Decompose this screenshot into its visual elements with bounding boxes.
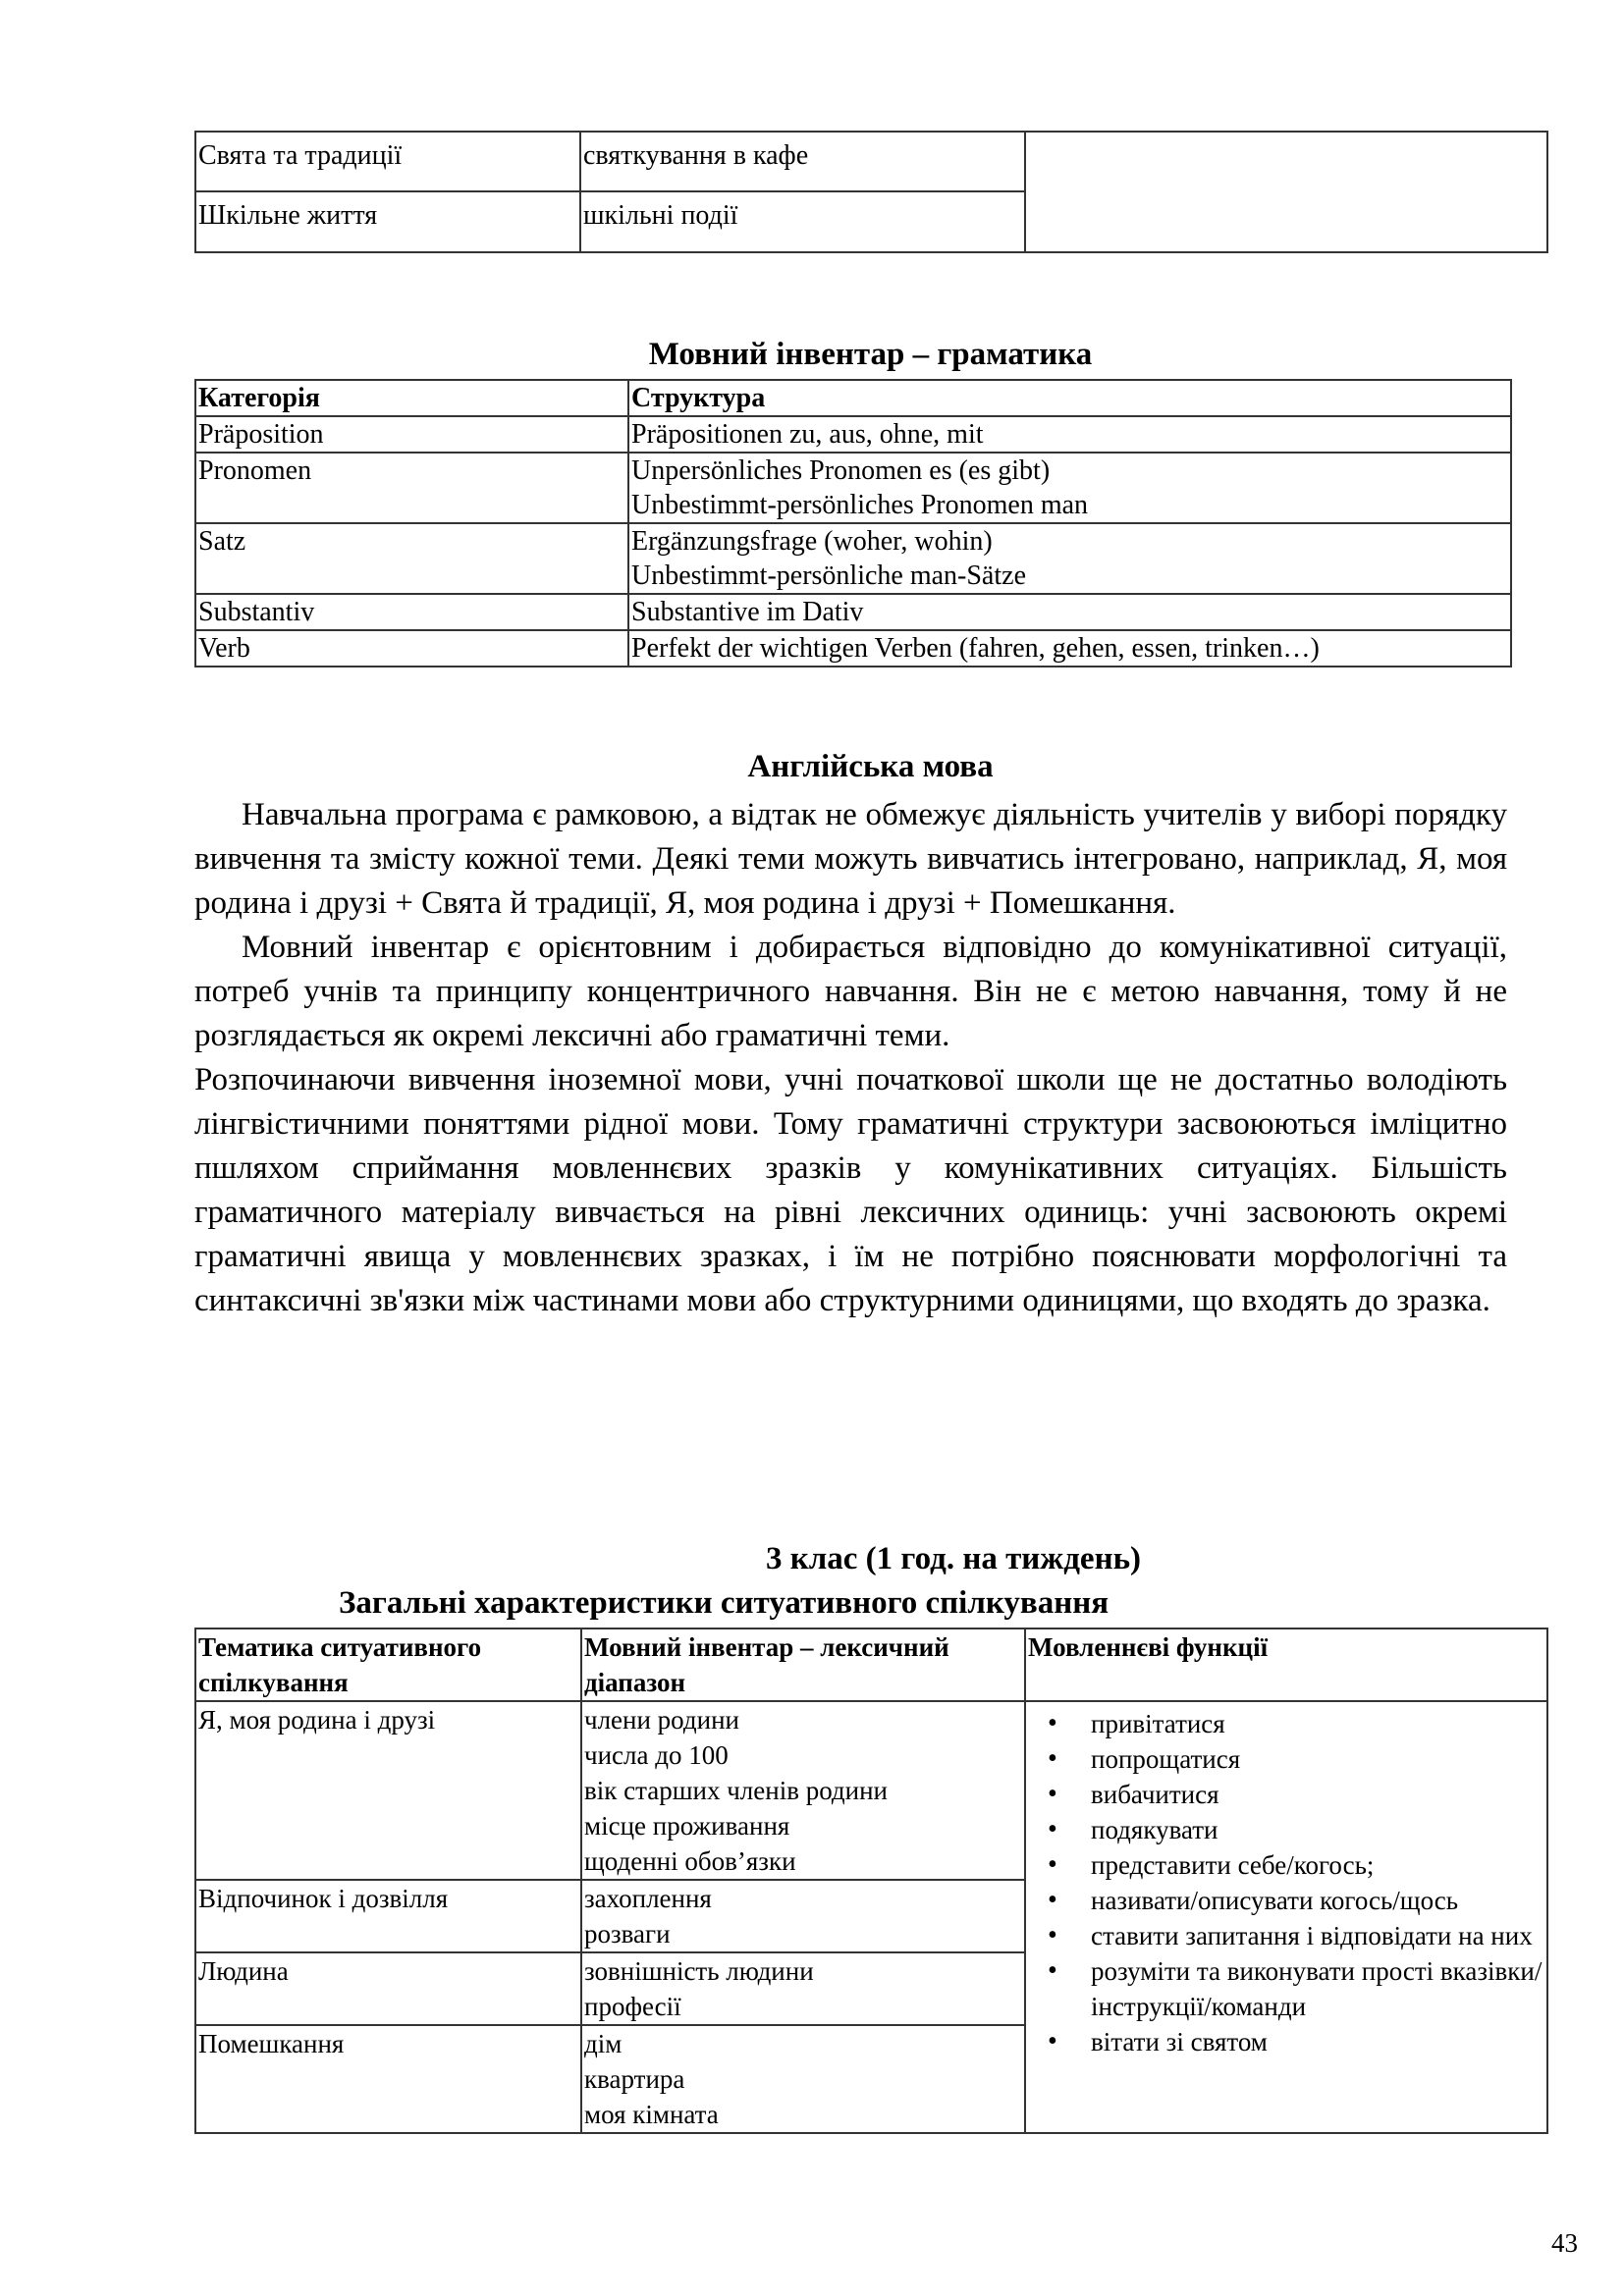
- english-heading: Англійська мова: [747, 749, 994, 784]
- table-header-row: [195, 1629, 1547, 1701]
- table-row: [195, 453, 1511, 523]
- topic-cell: Помешкання: [195, 2025, 581, 2133]
- structure-line: Unbestimmt-persönliches Pronomen man: [631, 490, 1089, 520]
- category-cell: Pronomen: [195, 453, 628, 523]
- list-item: • подякувати: [1028, 1812, 1544, 1847]
- structure-line: Substantive im Dativ: [631, 597, 864, 627]
- vocab-cell: [581, 2025, 1025, 2133]
- topic-cell: Людина: [195, 1952, 581, 2025]
- topic-cell: Я, моя родина і друзі: [195, 1701, 581, 1880]
- paragraph: Розпочинаючи вивчення іноземної мови, учні початкової школи ще не достатньо володіють лінгвістичними поняттями рідної мови. Тому граматичні структури засвоюються імліцитно пшляхом сприймання мовленнєвих зразків у комунікативних ситуаціях. Більшість граматичного матеріалу вивчається на рівні лексичних одиниць: учні засвоюють окремі граматичні явища у мовленнєвих зразках, і їм не потрібно пояснювати морфологічні та синтаксичні зв'язки між частинами мови або структурними одиницями, що входять до зразка.: [194, 1062, 1507, 1318]
- speech-functions-list: [1028, 1706, 1544, 2059]
- topic-cell: Відпочинок і дозвілля: [195, 1880, 581, 1952]
- structure-line: Unpersönliches Pronomen es (es gibt): [631, 455, 1051, 486]
- table-header-row: [195, 380, 1511, 416]
- list-item: • вітати зі святом: [1028, 2024, 1544, 2059]
- category-cell: Satz: [195, 523, 628, 594]
- structure-line: Perfekt der wichtigen Verben (fahren, gehen, essen, trinken…): [631, 633, 1320, 664]
- vocab-cell: [581, 1880, 1025, 1952]
- structure-cell: [628, 594, 1511, 630]
- category-cell: Verb: [195, 630, 628, 667]
- table-row: [195, 1701, 1547, 1880]
- vocab-item: професії: [584, 1992, 681, 2021]
- vocab-item: розваги: [584, 1919, 671, 1949]
- vocab-item: щоденні обов’язки: [584, 1846, 796, 1876]
- structure-line: Präpositionen zu, aus, ohne, mit: [631, 419, 984, 450]
- vocab-item: моя кімната: [584, 2100, 719, 2129]
- structure-line: Ergänzungsfrage (woher, wohin): [631, 526, 993, 557]
- vocab-cell: шкільні події: [580, 191, 1025, 252]
- grammar-table: [194, 379, 1512, 667]
- list-item: • розуміти та виконувати прості вказівки/інструкції/команди: [1028, 1953, 1544, 2024]
- english-body: [194, 793, 1507, 1323]
- grade-subheading: Загальні характеристики ситуативного спілкування: [339, 1585, 1110, 1621]
- list-item: • привітатися: [1028, 1706, 1544, 1741]
- column-header: Мовний інвентар – лексичний діапазон: [581, 1629, 1025, 1701]
- topic-cell: Свята та традиції: [195, 132, 580, 191]
- table-row: [195, 594, 1511, 630]
- vocab-cell: [581, 1701, 1025, 1880]
- structure-cell: [628, 453, 1511, 523]
- structure-cell: [628, 523, 1511, 594]
- column-header: Категорія: [195, 380, 628, 416]
- vocab-item: місце проживання: [584, 1811, 790, 1841]
- vocab-item: вік старших членів родини: [584, 1776, 888, 1805]
- table-row: [195, 132, 1547, 191]
- speech-functions-cell: [1025, 1701, 1547, 2133]
- column-header: Структура: [628, 380, 1511, 416]
- vocab-item: члени родини: [584, 1705, 739, 1735]
- category-cell: Präposition: [195, 416, 628, 453]
- vocab-item: зовнішність людини: [584, 1956, 814, 1986]
- list-item: • називати/описувати когось/щось: [1028, 1883, 1544, 1918]
- functions-cell: [1025, 132, 1547, 252]
- structure-line: Unbestimmt-persönliche man-Sätze: [631, 561, 1026, 591]
- grammar-heading: Мовний інвентар – граматика: [648, 337, 1093, 372]
- list-item: • представити себе/когось;: [1028, 1847, 1544, 1883]
- vocab-item: дім: [584, 2029, 623, 2058]
- table-row: [195, 630, 1511, 667]
- column-header: Тематика ситуативного спілкування: [195, 1629, 581, 1701]
- situational-communication-table: [194, 1628, 1548, 2134]
- vocab-item: квартира: [584, 2064, 685, 2094]
- table-row: [195, 416, 1511, 453]
- vocab-item: числа до 100: [584, 1740, 729, 1770]
- list-item: • ставити запитання і відповідати на них: [1028, 1918, 1544, 1953]
- vocab-cell: [581, 1952, 1025, 2025]
- structure-cell: [628, 416, 1511, 453]
- column-header: Мовленнєві функції: [1025, 1629, 1547, 1701]
- category-cell: Substantiv: [195, 594, 628, 630]
- grade-heading: 3 клас (1 год. на тиждень): [766, 1541, 1142, 1576]
- structure-cell: [628, 630, 1511, 667]
- list-item: • вибачитися: [1028, 1777, 1544, 1812]
- paragraph: Навчальна програма є рамковою, а відтак не обмежує діяльність учителів у виборі порядку вивчення та змісту кожної теми. Деякі теми можуть вивчатись інтегровано, наприклад, Я, моя родина і друзі + Свята й традиції, Я, моя родина і друзі + Помешкання.: [194, 797, 1507, 921]
- vocab-item: захоплення: [584, 1884, 712, 1913]
- topics-continuation-table: [194, 131, 1548, 253]
- topic-cell: Шкільне життя: [195, 191, 580, 252]
- vocab-cell: святкування в кафе: [580, 132, 1025, 191]
- table-row: [195, 523, 1511, 594]
- list-item: • попрощатися: [1028, 1741, 1544, 1777]
- paragraph: Мовний інвентар є орієнтовним і добирається відповідно до комунікативної ситуації, потреб учнів та принципу концентричного навчання. Він не є метою навчання, тому й не розглядається як окремі лексичні або граматичні теми.: [194, 930, 1507, 1053]
- page-number: 43: [1551, 2228, 1578, 2258]
